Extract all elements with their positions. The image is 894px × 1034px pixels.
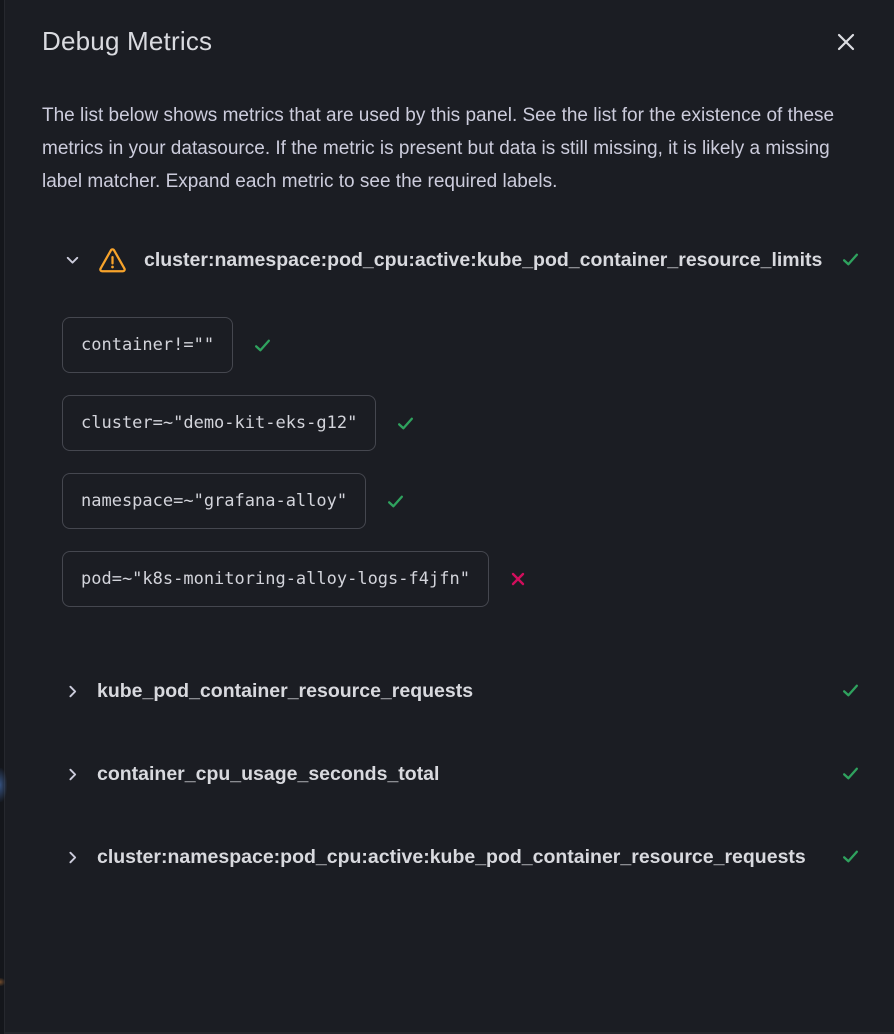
label-matcher-chip: cluster=~"demo-kit-eks-g12" [62, 395, 376, 451]
chevron-right-icon[interactable] [64, 683, 81, 700]
page-title: Debug Metrics [42, 26, 213, 56]
label-matcher-chip: container!="" [62, 317, 233, 373]
label-matcher-chip: pod=~"k8s-monitoring-alloy-logs-f4jfn" [62, 551, 489, 607]
metric-name: cluster:namespace:pod_cpu:active:kube_pod_container_resource_limits [144, 249, 823, 271]
label-matcher-row [62, 551, 860, 607]
chevron-right-icon[interactable] [64, 849, 81, 866]
modal-description: The list below shows metrics that are used by this panel. See the list for the existence of these metrics in your datasource. If the metric is present but data is still missing, it is likely a missing label matcher. Expand each metric to see the required labels. [42, 105, 835, 192]
metric-name: cluster:namespace:pod_cpu:active:kube_pod_container_resource_requests [97, 846, 806, 868]
label-matcher-row [62, 317, 860, 373]
background-orange-glow [0, 978, 5, 986]
metric-present-check-icon [841, 681, 860, 700]
label-matcher-row [62, 473, 860, 529]
metric-row-requests[interactable] [64, 675, 860, 708]
label-missing-x-icon [509, 570, 527, 588]
chevron-right-icon[interactable] [64, 766, 81, 783]
metric-row-limits[interactable] [64, 244, 860, 277]
warning-icon [99, 248, 126, 273]
metric-name: kube_pod_container_resource_requests [97, 680, 474, 702]
label-present-check-icon [253, 336, 272, 355]
metric-row-cpu-usage[interactable] [64, 758, 860, 791]
label-matchers [62, 317, 860, 607]
metric-present-check-icon [841, 847, 860, 866]
metric-present-check-icon [841, 764, 860, 783]
label-present-check-icon [396, 414, 415, 433]
chevron-down-icon[interactable] [64, 252, 81, 269]
background-blue-glow [0, 768, 7, 802]
close-icon [834, 30, 858, 54]
underlying-page-edge [0, 0, 5, 1034]
metric-row-active-requests[interactable] [64, 841, 860, 874]
metrics-list [42, 244, 860, 874]
close-button[interactable] [832, 28, 860, 56]
label-present-check-icon [386, 492, 405, 511]
label-matcher-row [62, 395, 860, 451]
label-matcher-chip: namespace=~"grafana-alloy" [62, 473, 366, 529]
metric-present-check-icon [841, 250, 860, 269]
modal-header [42, 26, 860, 57]
metric-name: container_cpu_usage_seconds_total [97, 763, 440, 785]
